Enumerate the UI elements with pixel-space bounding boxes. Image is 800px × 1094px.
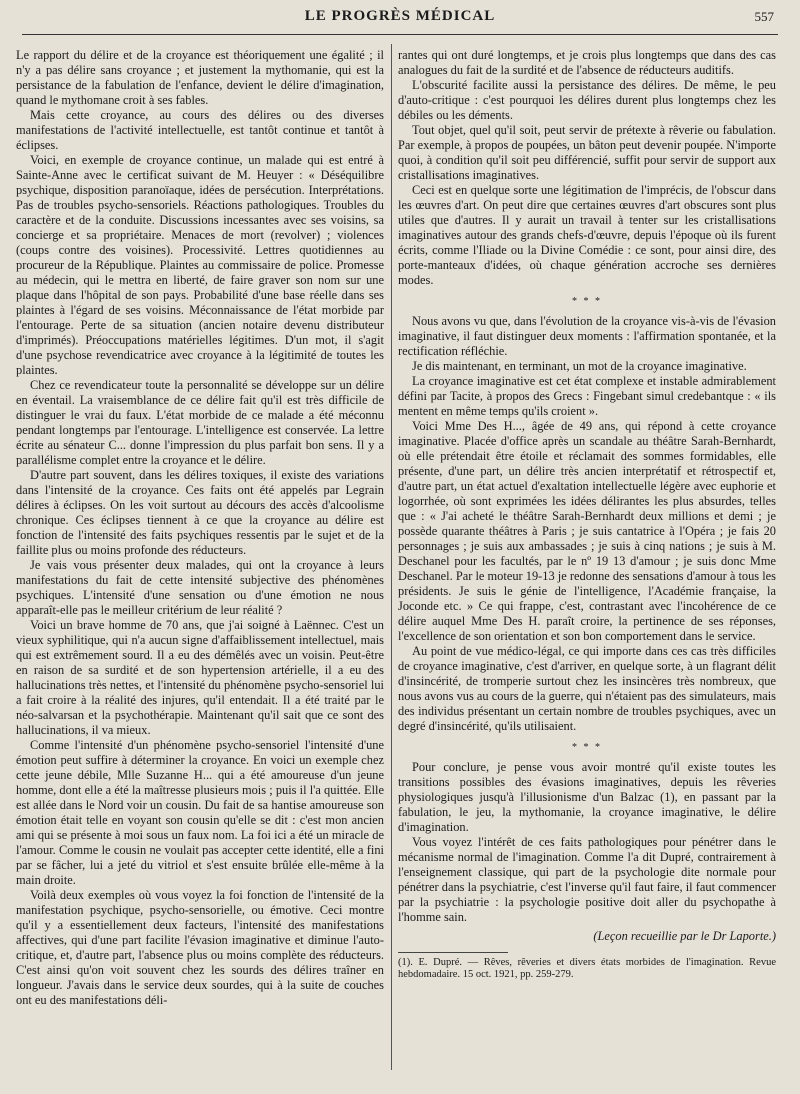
paragraph: Mais cette croyance, au cours des délires ou des diverses manifestations de l'activité intellectuelle, est tantôt continue et tantôt à éclipses.: [16, 108, 384, 152]
journal-title: LE PROGRÈS MÉDICAL: [304, 8, 496, 24]
paragraph: Voici un brave homme de 70 ans, que j'ai soigné à Laënnec. C'est un vieux syphilitique, qui n'a aucun signe d'affaiblissement intellectuel, mais qui est extrêmement sourd. Il a eu des démêlés avec un voisin. Peut-être en raison de sa surdité et de son hypertension artérielle, il a eu des hallucinations très nettes, et l'intensité du phénomène psycho-sensoriel lui a fait croire à la réalité des injures, qu'il entendait. Il a été traité par le néo-salvarsan et la psychothérapie. Maintenant qu'il sait que ce sont des hallucinations, il va mieux.: [16, 618, 384, 737]
paragraph: Tout objet, quel qu'il soit, peut servir de prétexte à rêverie ou fabulation. Par exemple, à propos de poupées, un bâton peut devenir poupée. N'importe quoi, à condition qu'il soit peu différencié, suffit pour servir de support aux cristallisations imaginatives.: [398, 123, 776, 182]
paragraph: rantes qui ont duré longtemps, et je crois plus longtemps que dans des cas analogues du fait de la surdité et de l'absence de réducteurs auditifs.: [398, 48, 776, 77]
lecture-credit: (Leçon recueillie par le Dr Laporte.): [593, 929, 776, 943]
paragraph: Voilà deux exemples où vous voyez la foi fonction de l'intensité de la manifestation psychique, psycho-sensorielle, ou émotive. Ceci montre qu'il y a essentiellement deux facteurs, l'intensité des manifestations affectives, qui d'une part facilite l'évasion imaginative et diminue l'auto-critique, et, d'autre part, l'absence plus ou moins complète des réducteurs. C'est ainsi qu'on voit souvent chez les sourds des délires traîner en longueur. J'avais dans le service deux sourdes, qui à la suite de couches ont eu des manifestations déli-: [16, 888, 384, 1007]
paragraph: L'obscurité facilite aussi la persistance des délires. De même, le peu d'auto-critique : c'est pourquoi les délires durent plus longtemps chez les débiles ou les déments.: [398, 78, 776, 122]
header-rule: [22, 34, 778, 35]
paragraph: La croyance imaginative est cet état complexe et instable admirablement défini par Tacite, à propos des Grecs : Fingebant simul credebantque : « ils mentent en même temps qu'ils croient ».: [398, 374, 776, 418]
paragraph: Voici Mme Des H..., âgée de 49 ans, qui répond à cette croyance imaginative. Placée d'office après un scandale au théâtre Sarah-Bernhardt, où elle prétendait être étoile et réclamait des sommes formidables, elle présente, d'une part, un délire très ancien interprétatif et rétrospectif et, d'autre part, un état actuel d'exaltation intellectuelle légère avec euphorie et logorrhée, où sont exprimées les idées délirantes les plus absurdes, telles que : « J'ai acheté le théâtre Sarah-Bernhardt deux millions et demi ; je possède quarante théâtres à Paris ; je suis cantatrice à l'Opéra ; je fais 20 personnages ; je suis aux ambassades ; je suis à cinq nations ; je suis à M. Deschanel pour les facultés, par le nº 19 13 d'amour ; je suis donc Mme Deschanel. Par le moteur 19-13 je redonne des sensations d'amour à tous les présidents. Je suis le génie de l'intelligence, l'Académie française, la Joconde etc. » Ce qui frappe, c'est, contrastant avec l'incohérence de ce délire auquel Mme Des H. paraît croire, la pertinence de ses réponses, l'excellence de son orientation et son bon comportement dans le service.: [398, 419, 776, 643]
paragraph: Ceci est en quelque sorte une légitimation de l'imprécis, de l'obscur dans les œuvres d'art. On peut dire que certaines œuvres d'art obscures sont plus utiles que d'autres. Il y aurait un travail à tenter sur les cristallisations imaginatives autour des grands chefs-d'œuvre, depuis l'époque où ils furent écrits, comme l'Iliade ou la Divine Comédie : ce sont, pour ainsi dire, des porte-manteaux d'idées, où chaque génération accroche ses dernières modes.: [398, 183, 776, 287]
page-number: 557: [754, 9, 774, 24]
paragraph: Voici, en exemple de croyance continue, un malade qui est entré à Sainte-Anne avec le certificat suivant de M. Heuyer : « Déséquilibre psychique, disposition paranoïaque, idées de persécution. Interprétations. Pas de troubles psycho-sensoriels. Réactions pathologiques. Troubles du caractère et de la conduite. Discussions incessantes avec ses voisins, sa concierge et sa propriétaire. Menaces de mort (revolver) ; violences (coups contre des voisines). Processivité. Lettres quotidiennes au procureur de la République. Plaintes au commissaire de police. Promesse au médecin, qui le mettra en liberté, de faire graver son nom sur une plaque dans l'hôpital de son pays. Probabilité d'une base réelle dans ses plaintes à l'égard de ses voisins. Méconnaissance de l'état morbide par l'entourage. Perte de sa situation (ancien notaire devenu distributeur d'imprimés). Préoccupations matérielles légitimes. D'un mot, il s'agit d'une psychose revendicatrice avec croyance à la légitimité de toutes les plaintes.: [16, 153, 384, 377]
paragraph: Je dis maintenant, en terminant, un mot de la croyance imaginative.: [412, 359, 747, 373]
paragraph: D'autre part souvent, dans les délires toxiques, il existe des variations dans l'intensité de la croyance. Ces faits ont été appelés par Legrain délires à éclipses. On les voit surtout au décours des accès d'alcoolisme chronique. Ces éclipses tiennent à ce que la croyance au délire est fonction de l'intensité des faits psychiques ressentis par le sujet et de la faillite plus ou moins profonde des réducteurs.: [16, 468, 384, 557]
footnote: (1). E. Dupré. — Rêves, rêveries et divers états morbides de l'imagination. Revue hebdomadaire. 15 oct. 1921, pp. 259-279.: [398, 957, 776, 980]
paragraph: Vous voyez l'intérêt de ces faits pathologiques pour pénétrer dans le mécanisme normal de l'imagination. Comme l'a dit Dupré, contrairement à l'enseignement classique, qui part de la psychologie dite normale pour pénétrer dans la psychiatrie, c'est l'inverse qu'il faut faire, il faut commencer par la psychiatrie : la psychologie positive doit aller du psychopathe à l'homme sain.: [398, 835, 776, 924]
paragraph: Chez ce revendicateur toute la personnalité se développe sur un délire en éventail. La vraisemblance de ce délire fait qu'il est très difficile de distinguer le vrai du faux. L'état morbide de ce malade a été méconnu pendant longtemps par l'entourage. L'intelligence est conservée. La lettre écrite au sénateur C... donne l'impression du plus parfait bon sens. Il y a parallélisme complet entre la croyance et le délire.: [16, 378, 384, 467]
section-separator: * * *: [572, 296, 602, 307]
paragraph: Au point de vue médico-légal, ce qui importe dans ces cas très difficiles de croyance imaginative, c'est d'arriver, en quelque sorte, à un flagrant délit d'insincérité, de tromperie surtout chez les insincères très nombreux, que nous avons vus au cours de la guerre, qui n'étaient pas des simulateurs, mais des individus présentant un certain nombre de troubles psychiques, avec un degré d'insincérité, qu'ils utilisaient.: [398, 644, 776, 733]
page-header: [22, 8, 778, 32]
paragraph: Pour conclure, je pense vous avoir montré qu'il existe toutes les transitions possibles des évasions imaginatives, depuis les rêveries physiologiques jusqu'à l'illusionisme d'un Balzac (1), en passant par la fabulation, le jeu, la mythomanie, la croyance imaginative, le délire d'imagination.: [398, 760, 776, 834]
column-divider: [391, 44, 392, 1070]
footnote-rule: [398, 952, 508, 953]
left-column: [16, 48, 384, 1008]
paragraph: Le rapport du délire et de la croyance est théoriquement une égalité ; il n'y a pas délire sans croyance ; et justement la mythomanie, qui est la persistance de la fabulation de l'enfance, devient le délire d'imagination, quand le mythomane croit à ses fables.: [16, 48, 384, 107]
paragraph: Nous avons vu que, dans l'évolution de la croyance vis-à-vis de l'évasion imaginative, il faut distinguer deux moments : l'affirmation spontanée, et la rectification réfléchie.: [398, 314, 776, 358]
paragraph: Comme l'intensité d'un phénomène psycho-sensoriel l'intensité d'une émotion peut suffire à déterminer la croyance. En voici un exemple chez cette jeune débile, Mlle Suzanne H... qui a été amoureuse d'un jeune homme, dont elle a été la maîtresse plusieurs mois ; puis il l'a quittée. Elle est allée dans le Nord voir un cousin. Du fait de sa hantise amoureuse son émotion était telle en voyant son cousin qu'elle se dit : c'est mon ancien ami qui se présente à moi sous un faux nom. La foi ici a été un miracle de l'amour. Comme le cousin ne voulait pas accepter cette identité, elle a fini par se fâcher, lui a jeté du vitriol et s'est ensuite brûlée elle-même à la main droite.: [16, 738, 384, 887]
section-separator: * * *: [572, 742, 602, 753]
paragraph: Je vais vous présenter deux malades, qui ont la croyance à leurs manifestations du fait de cette intensité subjective des phénomènes psychiques. L'intensité d'une sensation ou d'une émotion ne nous apparaît-elle pas le meilleur critérium de leur réalité ?: [16, 558, 384, 617]
right-column: [398, 48, 776, 981]
